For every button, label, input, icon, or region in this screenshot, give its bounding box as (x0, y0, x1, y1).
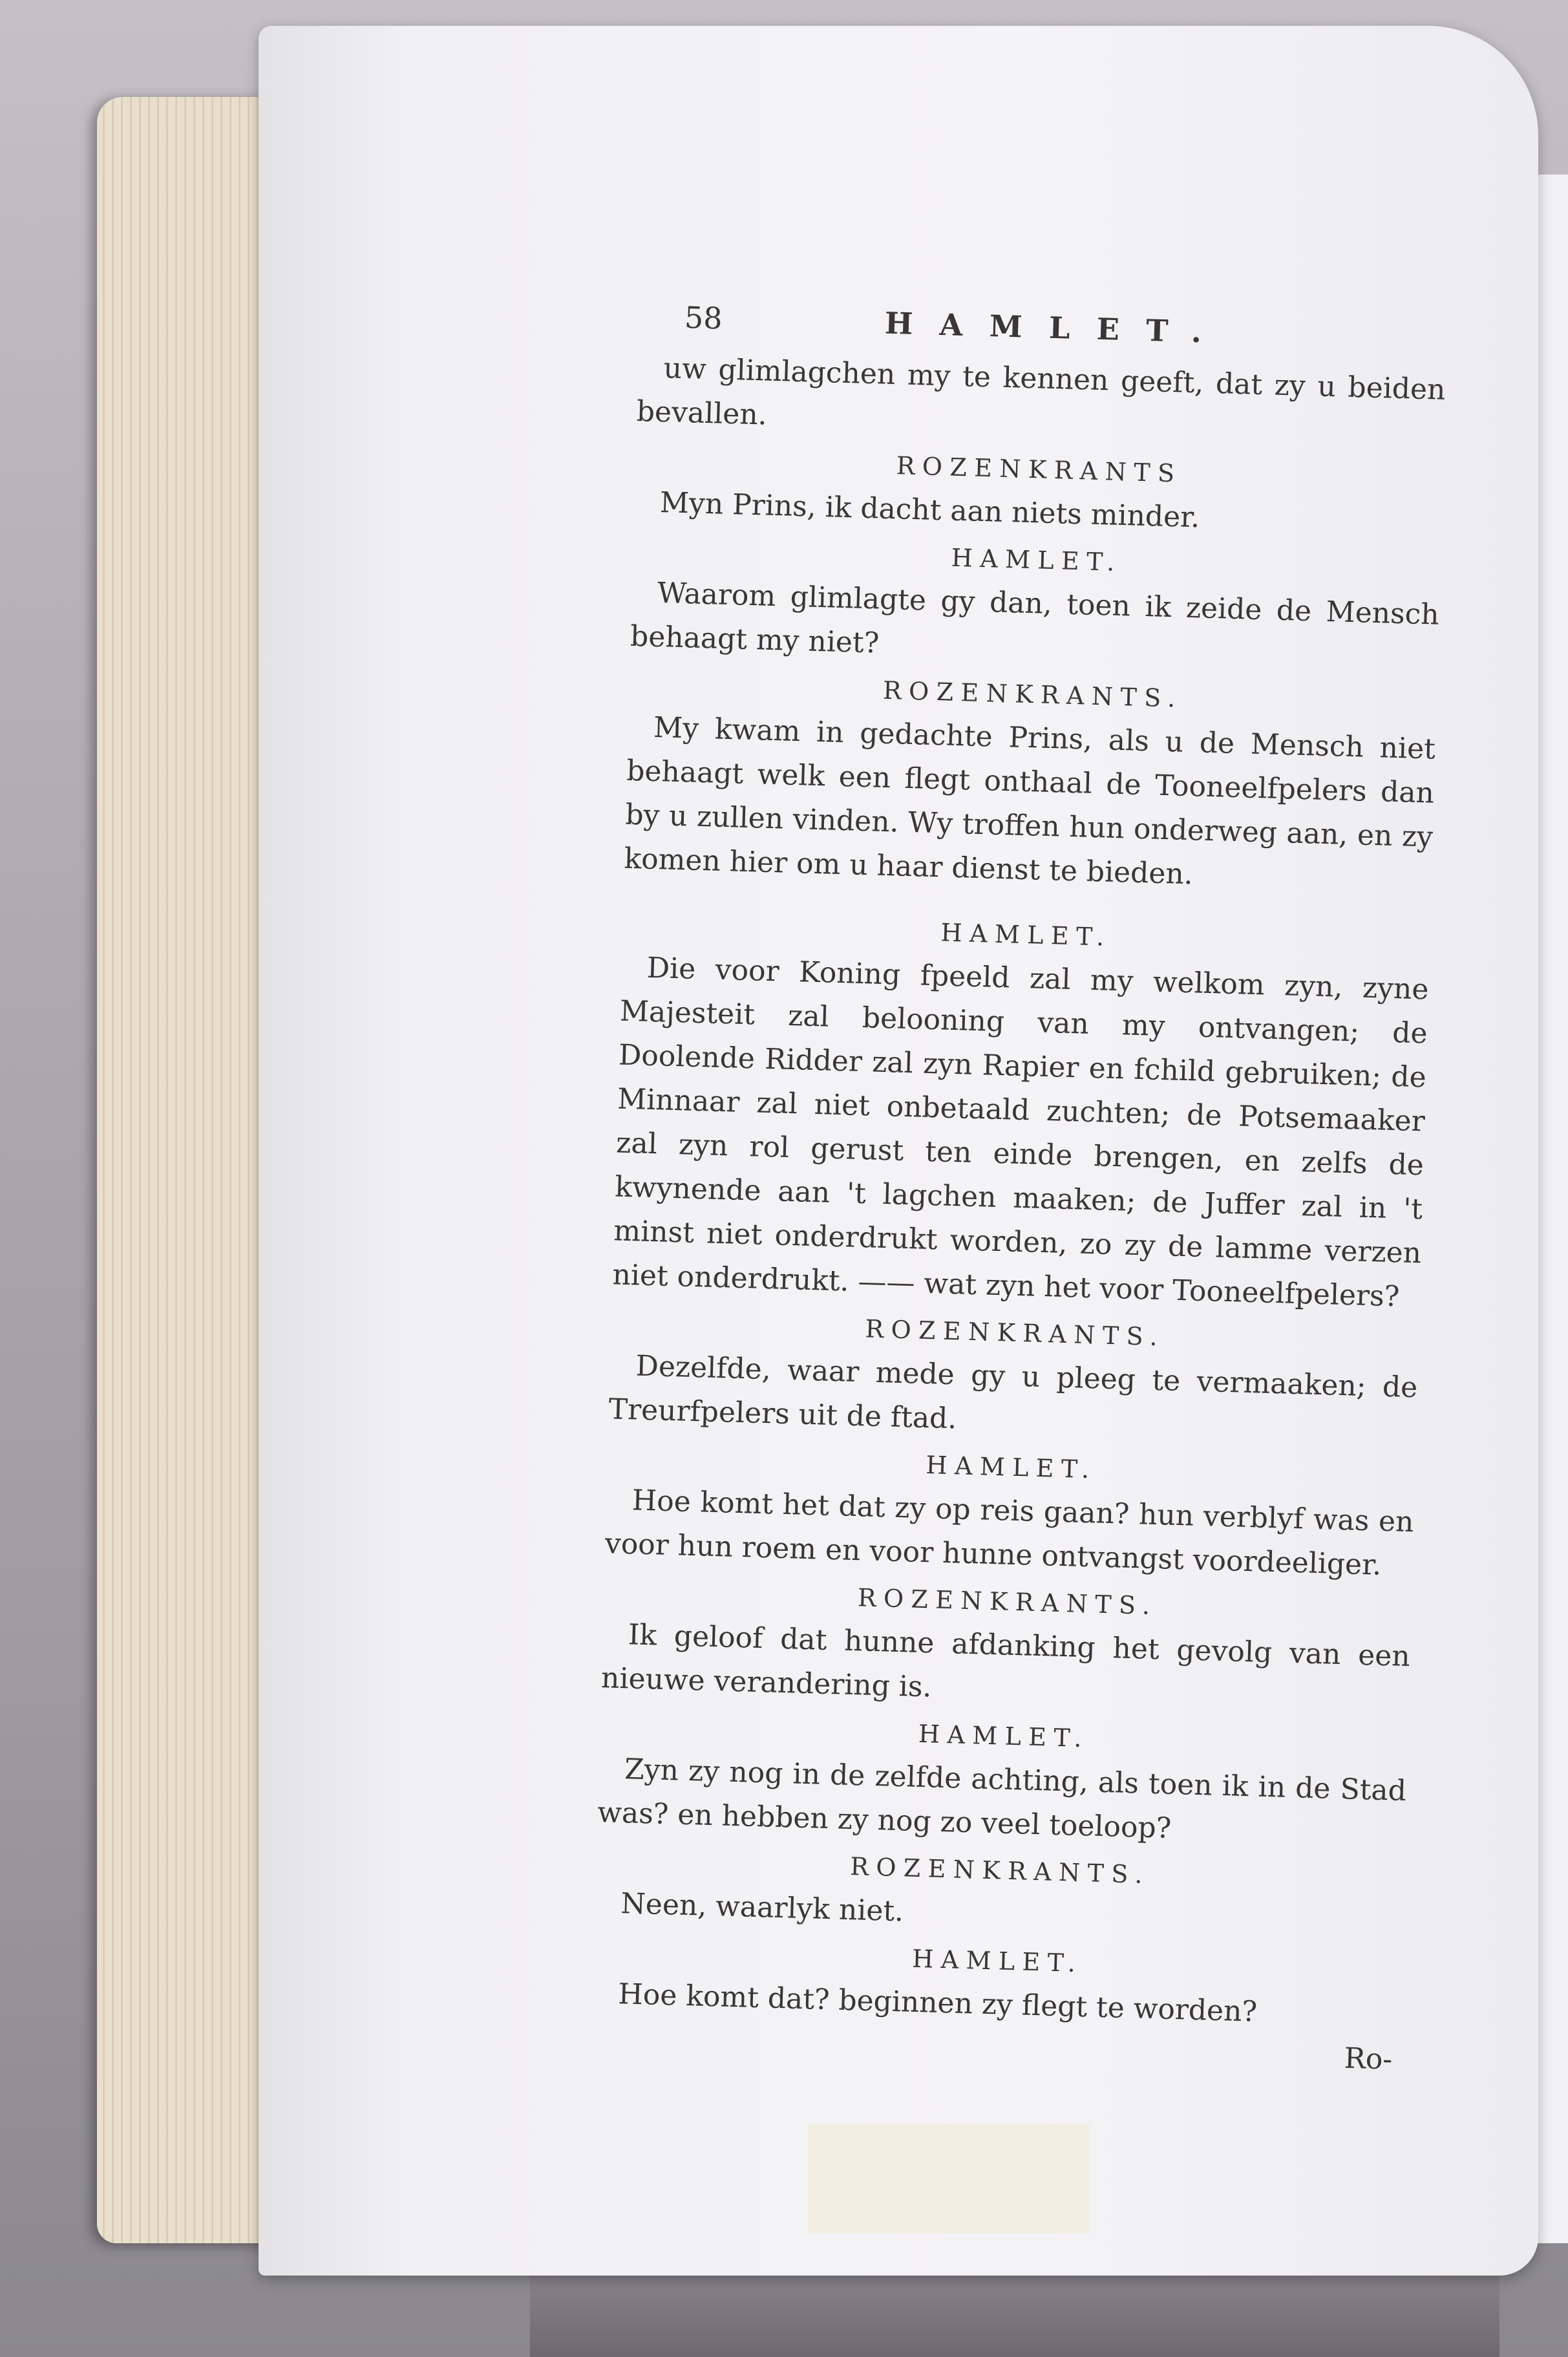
speech-line: uw glimlagchen my te kennen geeft, dat zy u beiden bevallen. (636, 352, 1446, 432)
speech-line: Myn Prins, ik dacht aan niets minder. (659, 486, 1201, 535)
speech-line: Zyn zy nog in de zelfde achting, als toen ik in de Stad was? en hebben zy nog zo veel toeloop? (597, 1753, 1407, 1845)
speech (612, 946, 1430, 1320)
speech-line: Die voor Koning fpeeld zal my welkom zyn, zyne Majesteit zal belooning van my ontvangen; de Doolende Ridder zal zyn Rapier en fchild gebruiken; de Minnaar zal niet onbetaald zuchten; de Potsemaaker zal zyn rol gerust ten einde brengen, en zelfs de kwynende aan 't lagchen maaken; de Juffer zal in 't minst niet onderdrukt worden, zo zy de lamme verzen niet onderdrukt. —— wat zyn het voor Tooneelfpelers? (611, 951, 1430, 1314)
page-number: 58 (684, 299, 723, 336)
speaker-name: HAMLET. (925, 1451, 1097, 1484)
speaker-name: HAMLET. (918, 1719, 1090, 1753)
speech-line: Ik geloof dat hunne afdanking het gevolg van een nieuwe verandering is. (600, 1618, 1411, 1704)
paper-patch (808, 2124, 1089, 2234)
speaker-name: ROZENKRANTS. (882, 676, 1183, 713)
speaker-name: HAMLET. (911, 1944, 1083, 1978)
page-text (591, 294, 1448, 2082)
table-shadow (530, 2263, 1499, 2357)
speech-line: Dezelfde, waar mede gy u pleeg te vermaaken; de Treurfpelers uit de ftad. (608, 1349, 1418, 1436)
speech-line: Neen, waarlyk niet. (620, 1887, 904, 1928)
speaker-name: ROZENKRANTS (896, 451, 1183, 488)
speech-line: Hoe komt dat? beginnen zy flegt te worden? (617, 1978, 1258, 2029)
speech-line: My kwam in gedachte Prins, als u de Mensch niet behaagt welk een flegt onthaal de Tooneelfpelers dan by u zullen vinden. Wy troffen hun onderweg aan, en zy komen hier om u haar dienst te bieden. (623, 710, 1436, 891)
running-title: HAMLET. (884, 305, 1229, 350)
speaker-name: ROZENKRANTS. (849, 1852, 1150, 1889)
speech-line: Waarom glimlagte gy dan, toen ik zeide de Mensch behaagt my niet? (630, 576, 1440, 660)
speaker-name: HAMLET. (951, 543, 1123, 577)
speaker-name: ROZENKRANTS. (857, 1583, 1158, 1621)
speaker-name: HAMLET. (940, 918, 1112, 952)
speech-line: Hoe komt het dat zy op reis gaan? hun verblyf was en voor hun roem en voor hunne ontvangst voordeeliger. (604, 1484, 1415, 1582)
speech (624, 705, 1436, 904)
speaker-name: ROZENKRANTS. (864, 1314, 1165, 1352)
catchword: Ro- (1344, 2042, 1393, 2076)
